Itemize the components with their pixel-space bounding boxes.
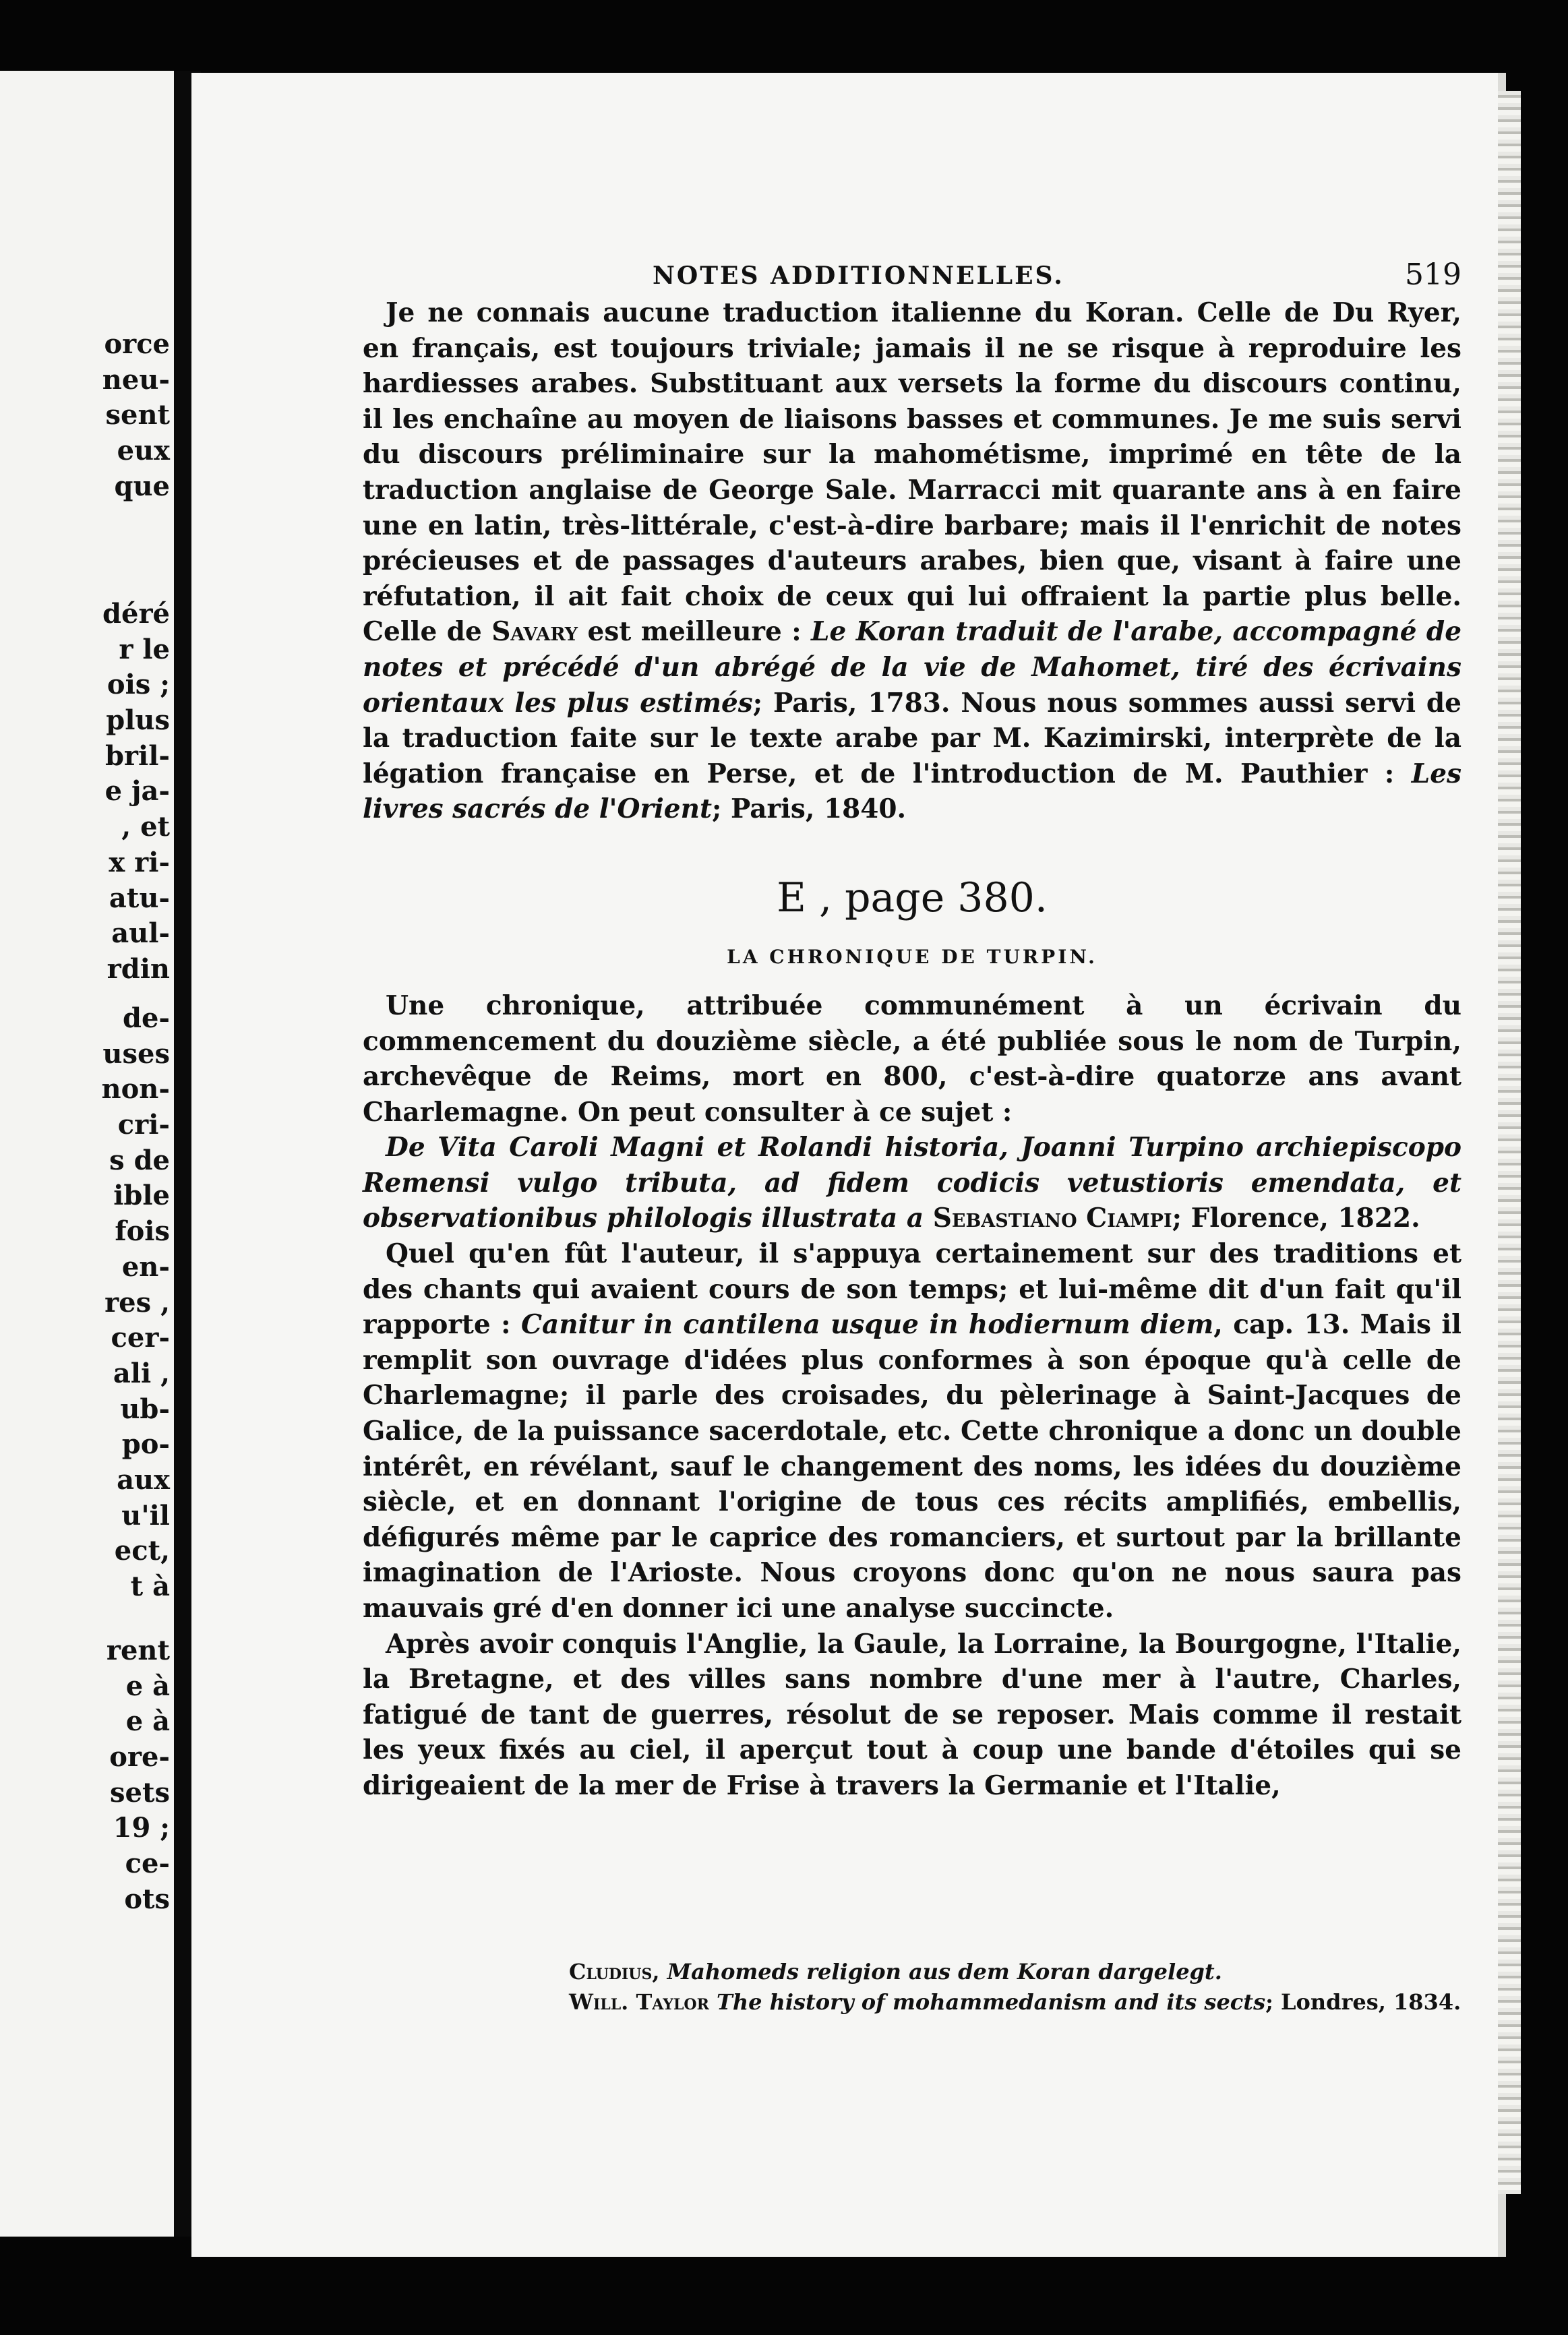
book-title-koran: Le Koran traduit de l'arabe, accompagné de notes et précédé d'un abrégé de la vie de Mahomet, tiré des écrivains orientaux les plus estimés: [363, 616, 1462, 719]
facing-page-line: sent: [105, 399, 170, 431]
page-content: [363, 255, 1461, 1804]
footnote-2-end: ; Londres, 1834.: [1265, 1989, 1461, 2015]
paragraph-charles: Après avoir conquis l'Anglie, la Gaule, la Lorraine, la Bourgogne, l'Italie, la Bretagne, et des villes sans nombre d'une mer à l'autre, Charles, fatigué de tant de guerres, résolut de se reposer. Mais comme il restait les yeux fixés au ciel, il aperçut tout à coup une bande d'étoiles qui se dirigeaient de la mer de Frise à travers la Germanie et l'Italie,: [363, 1628, 1461, 1801]
paragraph-authorship: [363, 1236, 1461, 1627]
facing-page-line: x ri-: [109, 846, 170, 878]
running-head-title: NOTES ADDITIONNELLES.: [653, 262, 1064, 290]
page-edge: [1498, 91, 1521, 2194]
section-subtitle: LA CHRONIQUE DE TURPIN.: [727, 945, 1097, 968]
facing-page-line: eux: [117, 435, 170, 467]
facing-page-line: ali ,: [113, 1357, 170, 1389]
footnote-2: [569, 1987, 1472, 2018]
footnote-2-title: The history of mohammedanism and its sects: [717, 1989, 1266, 2015]
facing-page-lines-b: [8, 597, 170, 988]
facing-page-line: t à: [130, 1571, 170, 1602]
facing-page-line: fois: [115, 1215, 170, 1248]
facing-page-line: ce-: [125, 1848, 170, 1880]
facing-page-line: sets: [110, 1776, 170, 1809]
facing-page-line: rent: [106, 1635, 170, 1666]
facing-page-line: ots: [124, 1883, 170, 1915]
paragraph-chronicle-intro: Une chronique, attribuée communément à un écrivain du commencement du douzième siècle, a été publiée sous le nom de Turpin, archevêque de Reims, mort en 800, c'est-à-dire quatorze ans avant Charlemagne. On peut consulter à ce sujet :: [363, 990, 1461, 1128]
facing-page-line: , et: [121, 811, 170, 843]
paragraph-koran-translations: [363, 295, 1461, 827]
facing-page-fragment: [0, 71, 174, 2237]
facing-page-line: e à: [125, 1705, 170, 1738]
footnote-1-author: Cludius,: [569, 1959, 660, 1984]
facing-page-line: déré: [102, 598, 170, 630]
page-number: 519: [1405, 257, 1461, 292]
facing-page-line: ub-: [120, 1393, 170, 1425]
facing-page-line: aul-: [111, 917, 170, 950]
facing-page-lines-a: [8, 327, 170, 504]
facing-page-line: non-: [101, 1073, 170, 1105]
facing-page-line: s de: [109, 1144, 170, 1176]
footnote-1: [569, 1957, 1472, 1987]
page: [191, 73, 1506, 2257]
reference-end: ; Florence, 1822.: [1172, 1203, 1420, 1234]
para1-text: Je ne connais aucune traduction italienne du Koran. Celle de Du Ryer, en français, est toujours triviale; jamais il ne se risque à reproduire les hardiesses arabes. Substituant aux versets la forme du discours continu, il les enchaîne au moyen de liaisons basses et communes. Je me suis servi du discours préliminaire sur la mahométisme, imprimé en tête de la traduction anglaise de George Sale. Marracci mit quarante ans à en faire une en latin, très-littérale, c'est-à-dire barbare; mais il l'enrichit de notes précieuses et de passages d'auteurs arabes, bien que, visant à faire une réfutation, il ait fait choix de ceux qui lui offraient la partie plus belle. Celle de: [363, 297, 1461, 648]
facing-page-line: aux: [117, 1463, 170, 1496]
facing-page-line: de-: [122, 1002, 170, 1034]
facing-page-line: r le: [119, 633, 170, 665]
facing-page-line: 19 ;: [113, 1812, 170, 1844]
facing-page-line: ore-: [109, 1741, 170, 1773]
facing-page-line: cri-: [117, 1109, 170, 1141]
latin-quote: Canitur in cantilena usque in hodiernum diem: [520, 1309, 1214, 1341]
running-head: [363, 255, 1461, 295]
facing-page-lines-c: [8, 1001, 170, 1605]
facing-page-line: atu-: [109, 882, 170, 914]
para1-mid: est meilleure :: [578, 616, 812, 648]
para1-end: ; Paris, 1783. Nous nous sommes aussi servi de la traduction faite sur le texte arabe par M. Kazimirski, interprète de la légation française en Perse, et de l'introduction de M. Pauthier :: [363, 687, 1461, 789]
facing-page-line: cer-: [111, 1322, 170, 1354]
facing-page-line: bril-: [104, 739, 170, 772]
footnotes: [569, 1957, 1472, 2018]
reference-author: Sebastiano Ciampi: [932, 1203, 1172, 1234]
facing-page-line: neu-: [102, 363, 170, 396]
facing-page-line: ible: [113, 1180, 170, 1212]
footnote-2-author: Will. Taylor: [569, 1989, 709, 2015]
book-title-livres-sacres: Les livres sacrés de l'Orient: [363, 758, 1461, 825]
reference-title: De Vita Caroli Magni et Rolandi historia, Joanni Turpino archiepiscopo Remensi vulgo tributa, ad fidem codicis vetustioris emendata, et observationibus philologis illustrata a: [363, 1132, 1461, 1234]
facing-page-line: en-: [121, 1250, 170, 1283]
para4-rest: , cap. 13. Mais il remplit son ouvrage d'idées plus conformes à son époque qu'à celle de Charlemagne; il parle des croisades, du pèlerinage à Saint-Jacques de Galice, de la puissance sacerdotale, etc. Cette chronique a donc un double intérêt, en révélant, sauf le changement des noms, les idées du douzième siècle, et en donnant l'origine de tous ces récits amplifiés, embellis, défigurés même par le caprice des romanciers, et surtout par la brillante imagination de l'Arioste. Nous croyons donc qu'on ne nous saura pas mauvais gré d'en donner ici une analyse succincte.: [363, 1309, 1462, 1624]
facing-page-lines-d: [8, 1633, 170, 1918]
facing-page-line: orce: [104, 328, 170, 360]
paragraph-reference: [363, 1130, 1461, 1236]
facing-page-line: plus: [106, 704, 170, 737]
footnote-1-title: Mahomeds religion aus dem Koran dargelegt.: [667, 1959, 1222, 1984]
facing-page-line: e à: [125, 1670, 170, 1702]
facing-page-line: res ,: [104, 1286, 170, 1318]
facing-page-line: que: [114, 470, 170, 502]
facing-page-line: rdin: [107, 952, 170, 985]
facing-page-line: uses: [102, 1037, 170, 1070]
facing-page-line: ect,: [114, 1535, 170, 1567]
facing-page-line: e ja-: [104, 775, 170, 808]
facing-page-line: ois ;: [107, 669, 170, 701]
para1-tail: ; Paris, 1840.: [712, 793, 907, 825]
para4-start: Quel qu'en fût l'auteur, il s'appuya certainement sur des traditions et des chants qui avaient cours de son temps; et lui-même dit d'un fait qu'il rapporte :: [363, 1238, 1461, 1341]
facing-page-line: po-: [121, 1428, 170, 1461]
author-savary: Savary: [491, 616, 578, 648]
facing-page-line: u'il: [121, 1499, 170, 1532]
section-title: E , page 380.: [777, 874, 1048, 921]
